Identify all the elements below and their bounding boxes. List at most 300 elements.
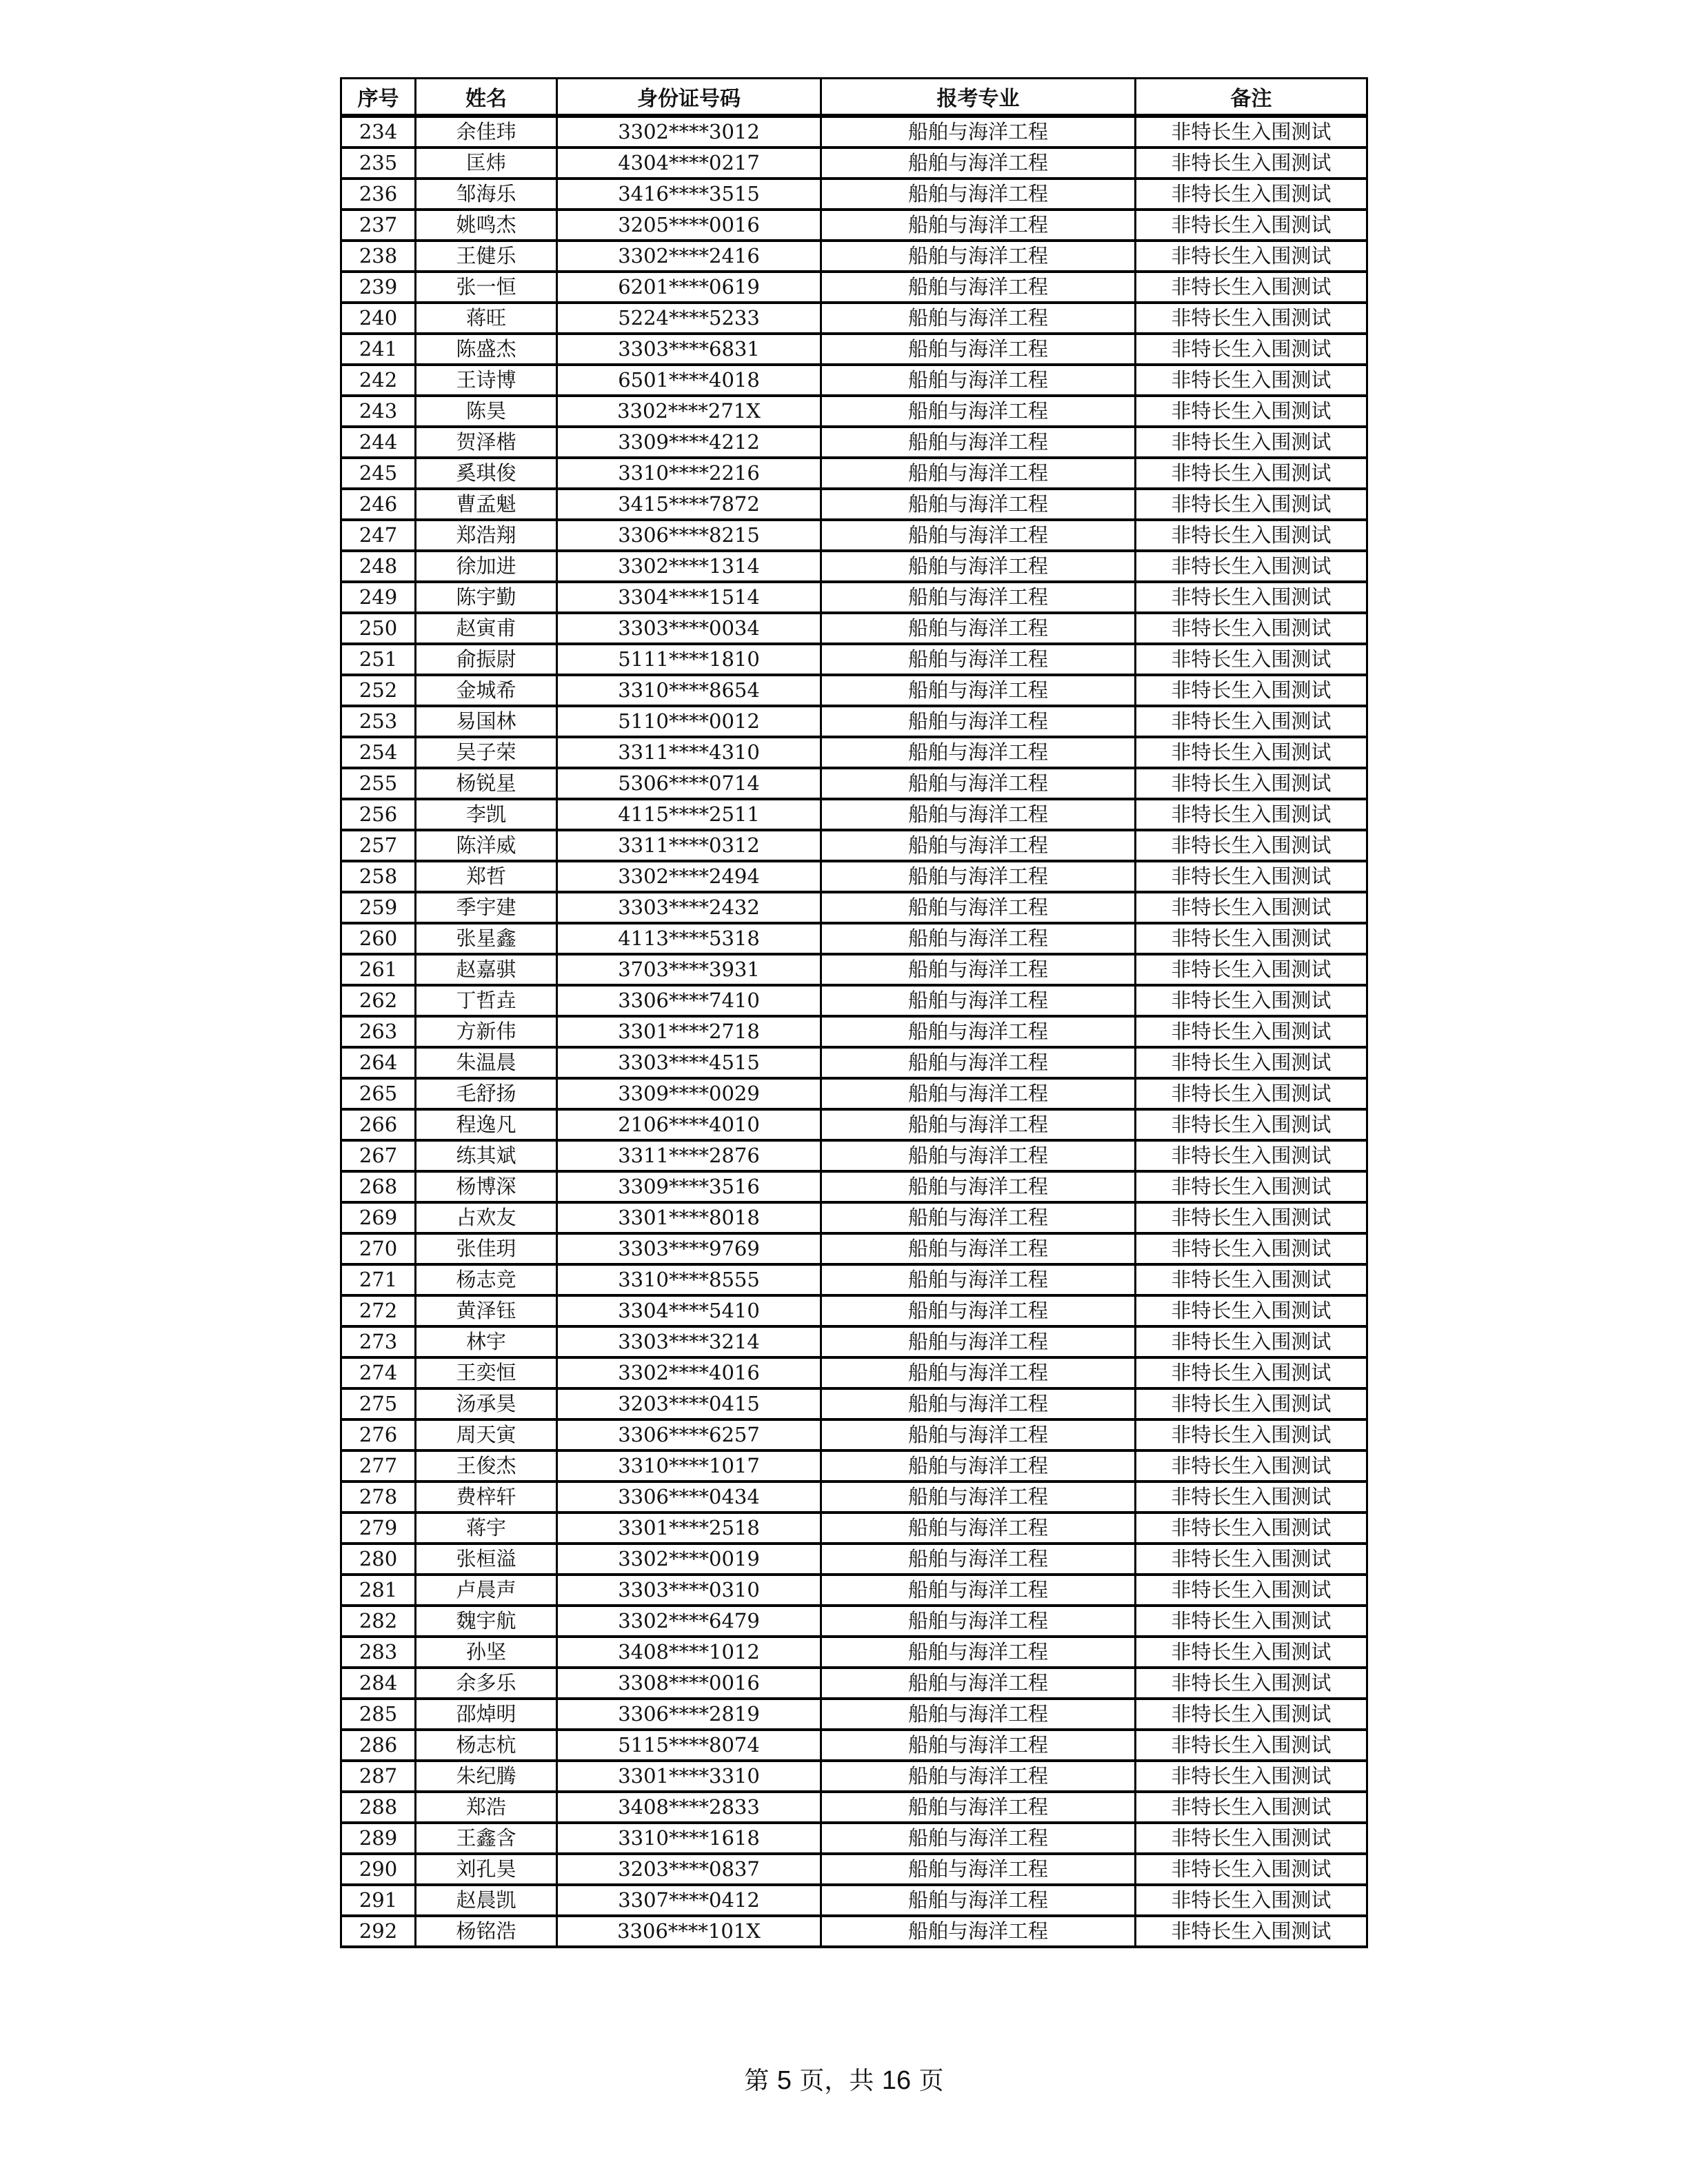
cell-id-number: 4304****0217 xyxy=(557,148,821,179)
cell-major: 船舶与海洋工程 xyxy=(821,737,1136,768)
cell-seq: 282 xyxy=(341,1606,416,1637)
table-row xyxy=(341,1202,1367,1233)
table-row xyxy=(341,1699,1367,1730)
cell-name: 郑哲 xyxy=(416,861,557,892)
table-row xyxy=(341,644,1367,675)
footer-suffix: 页 xyxy=(918,2067,944,2095)
cell-name: 杨志竞 xyxy=(416,1264,557,1295)
cell-remark: 非特长生入围测试 xyxy=(1136,551,1367,582)
table-row xyxy=(341,241,1367,272)
table-row xyxy=(341,1637,1367,1668)
cell-seq: 238 xyxy=(341,241,416,272)
cell-name: 赵寅甫 xyxy=(416,613,557,644)
table-row xyxy=(341,489,1367,520)
cell-id-number: 3304****1514 xyxy=(557,582,821,613)
cell-seq: 267 xyxy=(341,1140,416,1171)
cell-id-number: 3311****2876 xyxy=(557,1140,821,1171)
cell-seq: 246 xyxy=(341,489,416,520)
cell-major: 船舶与海洋工程 xyxy=(821,861,1136,892)
cell-major: 船舶与海洋工程 xyxy=(821,892,1136,923)
cell-seq: 274 xyxy=(341,1357,416,1388)
cell-remark: 非特长生入围测试 xyxy=(1136,675,1367,706)
cell-name: 王奕恒 xyxy=(416,1357,557,1388)
footer-prefix: 第 xyxy=(744,2067,770,2095)
cell-seq: 275 xyxy=(341,1388,416,1419)
cell-id-number: 3306****2819 xyxy=(557,1699,821,1730)
cell-id-number: 3311****0312 xyxy=(557,830,821,861)
cell-name: 姚鸣杰 xyxy=(416,210,557,241)
cell-name: 蒋宇 xyxy=(416,1513,557,1544)
cell-major: 船舶与海洋工程 xyxy=(821,1699,1136,1730)
table-row xyxy=(341,272,1367,303)
cell-major: 船舶与海洋工程 xyxy=(821,1140,1136,1171)
cell-major: 船舶与海洋工程 xyxy=(821,1450,1136,1482)
cell-remark: 非特长生入围测试 xyxy=(1136,582,1367,613)
cell-major: 船舶与海洋工程 xyxy=(821,1823,1136,1854)
cell-id-number: 3311****4310 xyxy=(557,737,821,768)
table-row xyxy=(341,1047,1367,1078)
cell-remark: 非特长生入围测试 xyxy=(1136,1233,1367,1264)
table-row xyxy=(341,179,1367,210)
cell-name: 吴子荣 xyxy=(416,737,557,768)
cell-major: 船舶与海洋工程 xyxy=(821,644,1136,675)
cell-major: 船舶与海洋工程 xyxy=(821,272,1136,303)
cell-seq: 289 xyxy=(341,1823,416,1854)
cell-id-number: 3303****9769 xyxy=(557,1233,821,1264)
cell-seq: 283 xyxy=(341,1637,416,1668)
cell-remark: 非特长生入围测试 xyxy=(1136,892,1367,923)
cell-id-number: 5224****5233 xyxy=(557,303,821,334)
cell-remark: 非特长生入围测试 xyxy=(1136,1140,1367,1171)
cell-major: 船舶与海洋工程 xyxy=(821,303,1136,334)
cell-major: 船舶与海洋工程 xyxy=(821,1606,1136,1637)
cell-major: 船舶与海洋工程 xyxy=(821,1575,1136,1606)
cell-name: 俞振尉 xyxy=(416,644,557,675)
cell-name: 张佳玥 xyxy=(416,1233,557,1264)
cell-seq: 261 xyxy=(341,954,416,985)
cell-major: 船舶与海洋工程 xyxy=(821,1078,1136,1109)
table-row xyxy=(341,1544,1367,1575)
cell-major: 船舶与海洋工程 xyxy=(821,613,1136,644)
cell-seq: 255 xyxy=(341,768,416,799)
cell-major: 船舶与海洋工程 xyxy=(821,1388,1136,1419)
cell-name: 费梓轩 xyxy=(416,1482,557,1513)
table-row xyxy=(341,1419,1367,1450)
table-row xyxy=(341,1854,1367,1885)
cell-major: 船舶与海洋工程 xyxy=(821,1016,1136,1047)
cell-seq: 257 xyxy=(341,830,416,861)
table-row xyxy=(341,675,1367,706)
cell-remark: 非特长生入围测试 xyxy=(1136,116,1367,148)
cell-major: 船舶与海洋工程 xyxy=(821,830,1136,861)
cell-name: 余佳玮 xyxy=(416,116,557,148)
cell-id-number: 3408****2833 xyxy=(557,1792,821,1823)
header-row xyxy=(341,79,1367,117)
header-remark: 备注 xyxy=(1136,79,1367,117)
cell-remark: 非特长生入围测试 xyxy=(1136,1171,1367,1202)
cell-remark: 非特长生入围测试 xyxy=(1136,1637,1367,1668)
cell-remark: 非特长生入围测试 xyxy=(1136,1699,1367,1730)
cell-id-number: 3416****3515 xyxy=(557,179,821,210)
table-row xyxy=(341,303,1367,334)
current-page-number: 5 xyxy=(776,2066,792,2095)
cell-id-number: 4113****5318 xyxy=(557,923,821,954)
table-row xyxy=(341,768,1367,799)
cell-remark: 非特长生入围测试 xyxy=(1136,1109,1367,1140)
cell-seq: 256 xyxy=(341,799,416,830)
cell-id-number: 3306****0434 xyxy=(557,1482,821,1513)
cell-id-number: 5110****0012 xyxy=(557,706,821,737)
cell-major: 船舶与海洋工程 xyxy=(821,1916,1136,1947)
table-row xyxy=(341,1233,1367,1264)
cell-remark: 非特长生入围测试 xyxy=(1136,706,1367,737)
cell-remark: 非特长生入围测试 xyxy=(1136,923,1367,954)
cell-name: 朱温晨 xyxy=(416,1047,557,1078)
cell-remark: 非特长生入围测试 xyxy=(1136,830,1367,861)
cell-name: 陈宇勤 xyxy=(416,582,557,613)
cell-name: 周天寅 xyxy=(416,1419,557,1450)
table-row xyxy=(341,1823,1367,1854)
cell-remark: 非特长生入围测试 xyxy=(1136,1854,1367,1885)
table-row xyxy=(341,1730,1367,1761)
header-seq: 序号 xyxy=(341,79,416,117)
cell-seq: 273 xyxy=(341,1326,416,1357)
cell-name: 占欢友 xyxy=(416,1202,557,1233)
cell-name: 邵焯明 xyxy=(416,1699,557,1730)
cell-major: 船舶与海洋工程 xyxy=(821,1637,1136,1668)
cell-remark: 非特长生入围测试 xyxy=(1136,520,1367,551)
cell-major: 船舶与海洋工程 xyxy=(821,923,1136,954)
table-row xyxy=(341,582,1367,613)
cell-seq: 276 xyxy=(341,1419,416,1450)
cell-name: 张一恒 xyxy=(416,272,557,303)
cell-id-number: 3205****0016 xyxy=(557,210,821,241)
cell-id-number: 3309****4212 xyxy=(557,427,821,458)
cell-seq: 250 xyxy=(341,613,416,644)
cell-id-number: 3303****4515 xyxy=(557,1047,821,1078)
cell-remark: 非特长生入围测试 xyxy=(1136,1450,1367,1482)
cell-id-number: 6201****0619 xyxy=(557,272,821,303)
cell-id-number: 3302****6479 xyxy=(557,1606,821,1637)
cell-id-number: 5115****8074 xyxy=(557,1730,821,1761)
cell-name: 蒋旺 xyxy=(416,303,557,334)
cell-name: 王俊杰 xyxy=(416,1450,557,1482)
cell-seq: 286 xyxy=(341,1730,416,1761)
header-major: 报考专业 xyxy=(821,79,1136,117)
table-row xyxy=(341,1171,1367,1202)
cell-major: 船舶与海洋工程 xyxy=(821,1264,1136,1295)
cell-major: 船舶与海洋工程 xyxy=(821,458,1136,489)
cell-seq: 245 xyxy=(341,458,416,489)
cell-seq: 247 xyxy=(341,520,416,551)
cell-major: 船舶与海洋工程 xyxy=(821,148,1136,179)
cell-major: 船舶与海洋工程 xyxy=(821,489,1136,520)
cell-id-number: 3302****0019 xyxy=(557,1544,821,1575)
cell-remark: 非特长生入围测试 xyxy=(1136,613,1367,644)
cell-major: 船舶与海洋工程 xyxy=(821,1854,1136,1885)
table-row xyxy=(341,1482,1367,1513)
table-row xyxy=(341,1295,1367,1326)
cell-remark: 非特长生入围测试 xyxy=(1136,1295,1367,1326)
table-row xyxy=(341,1326,1367,1357)
cell-id-number: 5306****0714 xyxy=(557,768,821,799)
cell-remark: 非特长生入围测试 xyxy=(1136,148,1367,179)
table-row xyxy=(341,737,1367,768)
cell-seq: 240 xyxy=(341,303,416,334)
table-row xyxy=(341,985,1367,1016)
table-row xyxy=(341,1513,1367,1544)
table-row xyxy=(341,954,1367,985)
cell-seq: 290 xyxy=(341,1854,416,1885)
cell-seq: 287 xyxy=(341,1761,416,1792)
table-row xyxy=(341,116,1367,148)
cell-name: 朱纪腾 xyxy=(416,1761,557,1792)
cell-remark: 非特长生入围测试 xyxy=(1136,1575,1367,1606)
table-row xyxy=(341,923,1367,954)
cell-id-number: 3302****4016 xyxy=(557,1357,821,1388)
candidate-table xyxy=(340,77,1368,1948)
cell-id-number: 3303****0034 xyxy=(557,613,821,644)
cell-major: 船舶与海洋工程 xyxy=(821,1171,1136,1202)
cell-remark: 非特长生入围测试 xyxy=(1136,1730,1367,1761)
table-body xyxy=(341,116,1367,1947)
cell-id-number: 3310****8555 xyxy=(557,1264,821,1295)
table-row xyxy=(341,1078,1367,1109)
cell-name: 方新伟 xyxy=(416,1016,557,1047)
cell-seq: 259 xyxy=(341,892,416,923)
cell-major: 船舶与海洋工程 xyxy=(821,1326,1136,1357)
cell-remark: 非特长生入围测试 xyxy=(1136,241,1367,272)
table-row xyxy=(341,1668,1367,1699)
cell-remark: 非特长生入围测试 xyxy=(1136,1326,1367,1357)
cell-name: 魏宇航 xyxy=(416,1606,557,1637)
table-row xyxy=(341,520,1367,551)
cell-id-number: 3303****3214 xyxy=(557,1326,821,1357)
cell-name: 黄泽钰 xyxy=(416,1295,557,1326)
cell-remark: 非特长生入围测试 xyxy=(1136,427,1367,458)
table-row xyxy=(341,1916,1367,1947)
cell-id-number: 3301****2718 xyxy=(557,1016,821,1047)
cell-name: 徐加进 xyxy=(416,551,557,582)
cell-major: 船舶与海洋工程 xyxy=(821,116,1136,148)
cell-name: 刘孔昊 xyxy=(416,1854,557,1885)
cell-id-number: 3306****7410 xyxy=(557,985,821,1016)
cell-id-number: 3309****0029 xyxy=(557,1078,821,1109)
cell-id-number: 6501****4018 xyxy=(557,365,821,396)
cell-name: 季宇建 xyxy=(416,892,557,923)
cell-seq: 251 xyxy=(341,644,416,675)
cell-name: 金城希 xyxy=(416,675,557,706)
cell-major: 船舶与海洋工程 xyxy=(821,706,1136,737)
cell-seq: 249 xyxy=(341,582,416,613)
cell-remark: 非特长生入围测试 xyxy=(1136,1792,1367,1823)
cell-id-number: 5111****1810 xyxy=(557,644,821,675)
cell-remark: 非特长生入围测试 xyxy=(1136,303,1367,334)
cell-seq: 269 xyxy=(341,1202,416,1233)
cell-id-number: 3302****2494 xyxy=(557,861,821,892)
cell-remark: 非特长生入围测试 xyxy=(1136,1885,1367,1916)
cell-id-number: 3302****2416 xyxy=(557,241,821,272)
cell-major: 船舶与海洋工程 xyxy=(821,1357,1136,1388)
cell-remark: 非特长生入围测试 xyxy=(1136,1047,1367,1078)
cell-name: 王健乐 xyxy=(416,241,557,272)
cell-name: 余多乐 xyxy=(416,1668,557,1699)
cell-major: 船舶与海洋工程 xyxy=(821,1668,1136,1699)
cell-id-number: 3310****1618 xyxy=(557,1823,821,1854)
table-row xyxy=(341,1109,1367,1140)
table-row xyxy=(341,551,1367,582)
cell-name: 邹海乐 xyxy=(416,179,557,210)
cell-seq: 236 xyxy=(341,179,416,210)
cell-seq: 262 xyxy=(341,985,416,1016)
cell-id-number: 3303****0310 xyxy=(557,1575,821,1606)
table-row xyxy=(341,830,1367,861)
cell-name: 郑浩翔 xyxy=(416,520,557,551)
cell-seq: 242 xyxy=(341,365,416,396)
cell-major: 船舶与海洋工程 xyxy=(821,179,1136,210)
cell-remark: 非特长生入围测试 xyxy=(1136,1388,1367,1419)
cell-remark: 非特长生入围测试 xyxy=(1136,365,1367,396)
cell-major: 船舶与海洋工程 xyxy=(821,520,1136,551)
cell-name: 王鑫含 xyxy=(416,1823,557,1854)
cell-remark: 非特长生入围测试 xyxy=(1136,396,1367,427)
cell-id-number: 3302****271X xyxy=(557,396,821,427)
cell-remark: 非特长生入围测试 xyxy=(1136,272,1367,303)
cell-remark: 非特长生入围测试 xyxy=(1136,489,1367,520)
table-row xyxy=(341,365,1367,396)
cell-remark: 非特长生入围测试 xyxy=(1136,1078,1367,1109)
cell-id-number: 3310****8654 xyxy=(557,675,821,706)
cell-major: 船舶与海洋工程 xyxy=(821,427,1136,458)
total-pages-number: 16 xyxy=(881,2066,912,2095)
cell-seq: 270 xyxy=(341,1233,416,1264)
table-row xyxy=(341,1264,1367,1295)
cell-name: 奚琪俊 xyxy=(416,458,557,489)
cell-name: 林宇 xyxy=(416,1326,557,1357)
cell-id-number: 3301****3310 xyxy=(557,1761,821,1792)
table-row xyxy=(341,1140,1367,1171)
cell-id-number: 3303****2432 xyxy=(557,892,821,923)
cell-remark: 非特长生入围测试 xyxy=(1136,1482,1367,1513)
cell-major: 船舶与海洋工程 xyxy=(821,551,1136,582)
table-row xyxy=(341,1450,1367,1482)
footer-middle: 页，共 xyxy=(799,2067,874,2095)
cell-id-number: 4115****2511 xyxy=(557,799,821,830)
cell-name: 曹孟魁 xyxy=(416,489,557,520)
cell-major: 船舶与海洋工程 xyxy=(821,210,1136,241)
cell-major: 船舶与海洋工程 xyxy=(821,1109,1136,1140)
cell-major: 船舶与海洋工程 xyxy=(821,1295,1136,1326)
header-name: 姓名 xyxy=(416,79,557,117)
cell-name: 毛舒扬 xyxy=(416,1078,557,1109)
table-row xyxy=(341,396,1367,427)
table-row xyxy=(341,458,1367,489)
cell-seq: 239 xyxy=(341,272,416,303)
cell-id-number: 3203****0415 xyxy=(557,1388,821,1419)
cell-id-number: 3301****8018 xyxy=(557,1202,821,1233)
cell-remark: 非特长生入围测试 xyxy=(1136,1544,1367,1575)
cell-name: 张星鑫 xyxy=(416,923,557,954)
cell-seq: 277 xyxy=(341,1450,416,1482)
cell-name: 李凯 xyxy=(416,799,557,830)
cell-id-number: 3310****2216 xyxy=(557,458,821,489)
table-row xyxy=(341,1388,1367,1419)
cell-seq: 264 xyxy=(341,1047,416,1078)
cell-name: 汤承昊 xyxy=(416,1388,557,1419)
cell-major: 船舶与海洋工程 xyxy=(821,334,1136,365)
cell-seq: 263 xyxy=(341,1016,416,1047)
cell-seq: 252 xyxy=(341,675,416,706)
cell-name: 练其斌 xyxy=(416,1140,557,1171)
cell-seq: 281 xyxy=(341,1575,416,1606)
cell-id-number: 3302****3012 xyxy=(557,116,821,148)
table-row xyxy=(341,613,1367,644)
cell-id-number: 3307****0412 xyxy=(557,1885,821,1916)
cell-name: 张桓溢 xyxy=(416,1544,557,1575)
cell-remark: 非特长生入围测试 xyxy=(1136,1606,1367,1637)
page-footer xyxy=(0,2061,1688,2096)
cell-seq: 279 xyxy=(341,1513,416,1544)
cell-remark: 非特长生入围测试 xyxy=(1136,1668,1367,1699)
cell-name: 匡炜 xyxy=(416,148,557,179)
table-row xyxy=(341,1357,1367,1388)
table-row xyxy=(341,799,1367,830)
cell-name: 丁哲垚 xyxy=(416,985,557,1016)
cell-seq: 235 xyxy=(341,148,416,179)
cell-name: 陈洋威 xyxy=(416,830,557,861)
cell-name: 贺泽楷 xyxy=(416,427,557,458)
table-row xyxy=(341,1575,1367,1606)
cell-seq: 237 xyxy=(341,210,416,241)
table-row xyxy=(341,334,1367,365)
cell-major: 船舶与海洋工程 xyxy=(821,365,1136,396)
cell-seq: 234 xyxy=(341,116,416,148)
cell-id-number: 3306****6257 xyxy=(557,1419,821,1450)
cell-id-number: 3302****1314 xyxy=(557,551,821,582)
cell-remark: 非特长生入围测试 xyxy=(1136,768,1367,799)
cell-id-number: 3303****6831 xyxy=(557,334,821,365)
table-row xyxy=(341,1792,1367,1823)
cell-remark: 非特长生入围测试 xyxy=(1136,210,1367,241)
cell-major: 船舶与海洋工程 xyxy=(821,768,1136,799)
cell-remark: 非特长生入围测试 xyxy=(1136,644,1367,675)
cell-name: 孙坚 xyxy=(416,1637,557,1668)
cell-seq: 291 xyxy=(341,1885,416,1916)
cell-remark: 非特长生入围测试 xyxy=(1136,1513,1367,1544)
cell-remark: 非特长生入围测试 xyxy=(1136,1823,1367,1854)
cell-remark: 非特长生入围测试 xyxy=(1136,1357,1367,1388)
cell-name: 陈昊 xyxy=(416,396,557,427)
cell-id-number: 3203****0837 xyxy=(557,1854,821,1885)
table-row xyxy=(341,706,1367,737)
cell-name: 卢晨声 xyxy=(416,1575,557,1606)
cell-id-number: 3306****8215 xyxy=(557,520,821,551)
cell-major: 船舶与海洋工程 xyxy=(821,1730,1136,1761)
cell-seq: 288 xyxy=(341,1792,416,1823)
cell-remark: 非特长生入围测试 xyxy=(1136,1202,1367,1233)
cell-id-number: 3301****2518 xyxy=(557,1513,821,1544)
cell-major: 船舶与海洋工程 xyxy=(821,1885,1136,1916)
cell-id-number: 3306****101X xyxy=(557,1916,821,1947)
cell-seq: 253 xyxy=(341,706,416,737)
cell-id-number: 3415****7872 xyxy=(557,489,821,520)
table-row xyxy=(341,1761,1367,1792)
cell-id-number: 3408****1012 xyxy=(557,1637,821,1668)
table-row xyxy=(341,1016,1367,1047)
table-row xyxy=(341,427,1367,458)
table-row xyxy=(341,861,1367,892)
cell-name: 杨铭浩 xyxy=(416,1916,557,1947)
